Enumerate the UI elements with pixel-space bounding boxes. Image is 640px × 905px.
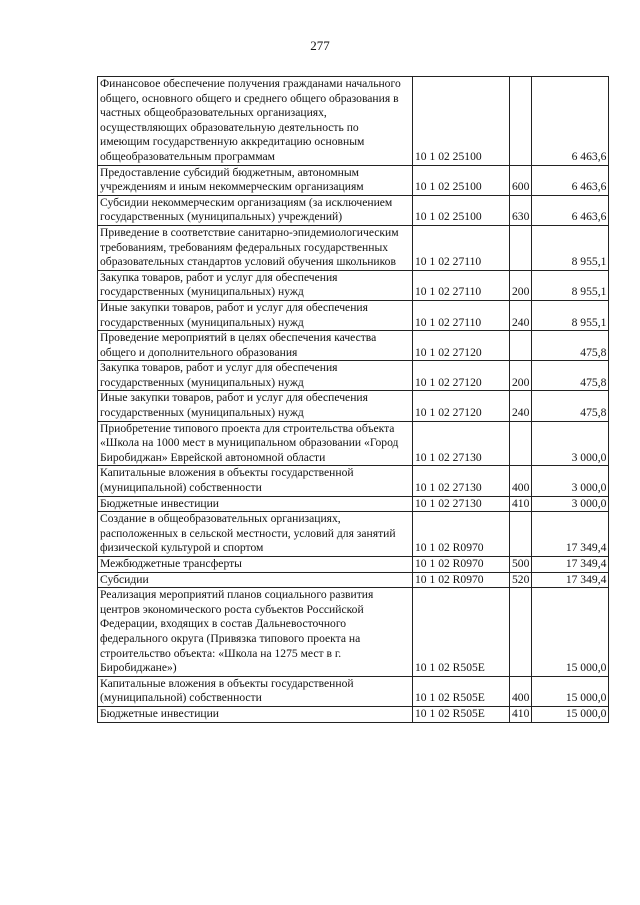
row-name-cell: Бюджетные инвестиции (98, 706, 413, 722)
row-amount-cell: 8 955,1 (532, 300, 609, 330)
row-name-cell: Межбюджетные трансферты (98, 557, 413, 573)
table-row (98, 77, 609, 166)
row-name-cell: Финансовое обеспечение получения гражданами начального общего, основного общего и среднего общего образования в частных общеобразовательных организациях, осуществляющих образовательную деятельность по имеющим государственную аккредитацию основным общеобразовательным программам (98, 77, 413, 166)
row-amount-cell: 3 000,0 (532, 496, 609, 512)
row-amount-cell: 6 463,6 (532, 77, 609, 166)
row-amount-cell: 15 000,0 (532, 676, 609, 706)
table-row (98, 466, 609, 496)
row-code-cell: 10 1 02 R0970 (413, 572, 510, 588)
row-code-cell: 10 1 02 27120 (413, 331, 510, 361)
table-row (98, 225, 609, 270)
row-name-cell: Субсидии некоммерческим организациям (за исключением государственных (муниципальных) учреждений) (98, 195, 413, 225)
row-amount-cell: 475,8 (532, 361, 609, 391)
row-name-cell: Приобретение типового проекта для строительства объекта «Школа на 1000 мест в муниципальном образовании «Город Биробиджан» Еврейской автономной области (98, 421, 413, 466)
row-name-cell: Создание в общеобразовательных организациях, расположенных в сельской местности, условий для занятий физической культурой и спортом (98, 512, 413, 557)
row-amount-cell: 17 349,4 (532, 512, 609, 557)
row-code-cell: 10 1 02 27130 (413, 421, 510, 466)
row-code-cell: 10 1 02 27120 (413, 391, 510, 421)
row-type-cell (510, 512, 532, 557)
row-type-cell: 240 (510, 300, 532, 330)
row-type-cell: 500 (510, 557, 532, 573)
row-name-cell: Субсидии (98, 572, 413, 588)
table-row (98, 391, 609, 421)
table-row (98, 496, 609, 512)
budget-table (97, 76, 609, 723)
row-amount-cell: 15 000,0 (532, 706, 609, 722)
row-name-cell: Реализация мероприятий планов социального развития центров экономического роста субъектов Российской Федерации, входящих в состав Дальневосточного федерального округа (Привязка типового проекта на строительство объекта: «Школа на 1275 мест в г. Биробиджане») (98, 588, 413, 677)
row-name-cell: Бюджетные инвестиции (98, 496, 413, 512)
table-row (98, 588, 609, 677)
row-type-cell (510, 331, 532, 361)
table-row (98, 195, 609, 225)
row-name-cell: Приведение в соответствие санитарно-эпидемиологическим требованиям, требованиям федеральных государственных образовательных стандартов условий обучения школьников (98, 225, 413, 270)
table-row (98, 706, 609, 722)
row-name-cell: Капитальные вложения в объекты государственной (муниципальной) собственности (98, 676, 413, 706)
table-row (98, 300, 609, 330)
row-amount-cell: 3 000,0 (532, 421, 609, 466)
row-name-cell: Закупка товаров, работ и услуг для обеспечения государственных (муниципальных) нужд (98, 270, 413, 300)
row-type-cell: 400 (510, 466, 532, 496)
row-type-cell: 200 (510, 270, 532, 300)
row-name-cell: Закупка товаров, работ и услуг для обеспечения государственных (муниципальных) нужд (98, 361, 413, 391)
row-type-cell: 520 (510, 572, 532, 588)
page-number: 277 (310, 38, 330, 53)
row-type-cell (510, 421, 532, 466)
row-code-cell: 10 1 02 27130 (413, 466, 510, 496)
table-row (98, 676, 609, 706)
row-type-cell: 600 (510, 165, 532, 195)
table-row (98, 572, 609, 588)
budget-table-body (98, 77, 609, 723)
table-row (98, 557, 609, 573)
row-name-cell: Проведение мероприятий в целях обеспечения качества общего и дополнительного образования (98, 331, 413, 361)
row-type-cell: 200 (510, 361, 532, 391)
row-name-cell: Иные закупки товаров, работ и услуг для обеспечения государственных (муниципальных) нужд (98, 300, 413, 330)
row-type-cell: 410 (510, 706, 532, 722)
row-code-cell: 10 1 02 25100 (413, 77, 510, 166)
row-code-cell: 10 1 02 27120 (413, 361, 510, 391)
row-code-cell: 10 1 02 27110 (413, 270, 510, 300)
table-row (98, 512, 609, 557)
row-code-cell: 10 1 02 25100 (413, 165, 510, 195)
row-type-cell (510, 225, 532, 270)
row-code-cell: 10 1 02 27130 (413, 496, 510, 512)
row-type-cell: 410 (510, 496, 532, 512)
row-amount-cell: 17 349,4 (532, 557, 609, 573)
row-amount-cell: 6 463,6 (532, 195, 609, 225)
row-type-cell: 630 (510, 195, 532, 225)
row-code-cell: 10 1 02 R505E (413, 588, 510, 677)
row-type-cell (510, 77, 532, 166)
row-name-cell: Иные закупки товаров, работ и услуг для обеспечения государственных (муниципальных) нужд (98, 391, 413, 421)
row-name-cell: Капитальные вложения в объекты государственной (муниципальной) собственности (98, 466, 413, 496)
row-amount-cell: 8 955,1 (532, 270, 609, 300)
row-type-cell: 400 (510, 676, 532, 706)
row-code-cell: 10 1 02 R505E (413, 706, 510, 722)
table-row (98, 331, 609, 361)
row-name-cell: Предоставление субсидий бюджетным, автономным учреждениям и иным некоммерческим организациям (98, 165, 413, 195)
row-code-cell: 10 1 02 R505E (413, 676, 510, 706)
row-amount-cell: 3 000,0 (532, 466, 609, 496)
row-type-cell: 240 (510, 391, 532, 421)
table-row (98, 165, 609, 195)
row-amount-cell: 15 000,0 (532, 588, 609, 677)
row-code-cell: 10 1 02 27110 (413, 300, 510, 330)
row-amount-cell: 475,8 (532, 391, 609, 421)
row-amount-cell: 475,8 (532, 331, 609, 361)
row-code-cell: 10 1 02 25100 (413, 195, 510, 225)
row-code-cell: 10 1 02 R0970 (413, 512, 510, 557)
row-type-cell (510, 588, 532, 677)
row-code-cell: 10 1 02 R0970 (413, 557, 510, 573)
row-amount-cell: 17 349,4 (532, 572, 609, 588)
row-code-cell: 10 1 02 27110 (413, 225, 510, 270)
table-row (98, 421, 609, 466)
row-amount-cell: 6 463,6 (532, 165, 609, 195)
table-row (98, 270, 609, 300)
table-row (98, 361, 609, 391)
row-amount-cell: 8 955,1 (532, 225, 609, 270)
